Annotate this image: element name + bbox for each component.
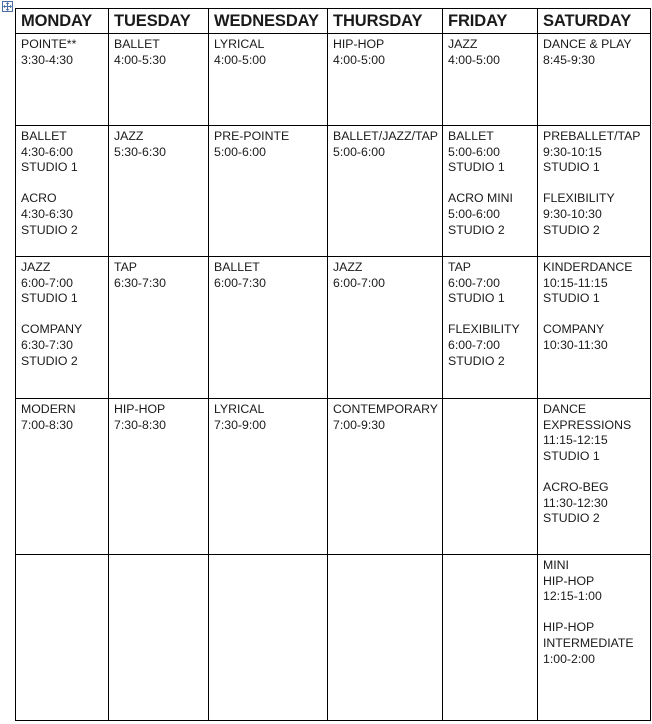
class-name: HIP-HOP [543, 620, 595, 635]
schedule-cell-friday[interactable] [443, 257, 538, 399]
cell-content [543, 558, 645, 667]
class-block [448, 322, 532, 369]
class-time: 6:00-7:00 [448, 337, 500, 352]
class-block [543, 191, 645, 238]
schedule-cell-thursday[interactable] [328, 257, 443, 399]
cell-content [114, 402, 203, 433]
class-time: 3:30-4:30 [21, 52, 73, 67]
class-time: 10:30-11:30 [543, 337, 608, 352]
class-block [448, 191, 532, 238]
class-time: 4:00-5:00 [448, 52, 500, 67]
column-header-tuesday: TUESDAY [109, 9, 209, 34]
schedule-cell-saturday[interactable] [538, 555, 651, 721]
cell-content [214, 402, 322, 433]
class-time: 9:30-10:30 [543, 206, 602, 221]
weekly-schedule-table [15, 8, 651, 721]
class-name: FLEXIBILITY [448, 322, 520, 337]
class-name: FLEXIBILITY [543, 191, 615, 206]
schedule-cell-monday[interactable] [16, 34, 109, 126]
cell-content [333, 402, 437, 433]
class-block [114, 129, 203, 160]
class-block [21, 129, 103, 176]
class-block [214, 129, 322, 160]
schedule-cell-tuesday[interactable] [109, 34, 209, 126]
class-name: JAZZ [21, 260, 51, 274]
class-time: 11:15-12:15 [543, 433, 608, 448]
class-name: ACRO-BEG [543, 479, 609, 494]
class-block [543, 129, 645, 176]
class-block [214, 260, 322, 291]
class-name: BALLET [448, 129, 494, 143]
class-block [543, 37, 645, 68]
schedule-cell-wednesday[interactable] [209, 126, 328, 257]
cell-content [214, 260, 322, 291]
class-block [214, 37, 322, 68]
class-studio: STUDIO 1 [448, 291, 505, 306]
cell-content [543, 402, 645, 527]
class-time: 1:00-2:00 [543, 651, 595, 666]
class-block [543, 402, 645, 464]
cell-content [333, 260, 437, 291]
class-time: 6:00-7:00 [448, 275, 500, 290]
schedule-cell-monday[interactable] [16, 555, 109, 721]
class-block [214, 402, 322, 433]
schedule-cell-thursday[interactable] [328, 555, 443, 721]
class-time: 9:30-10:15 [543, 144, 602, 159]
class-name-continued: EXPRESSIONS [543, 417, 632, 432]
class-time: 11:30-12:30 [543, 495, 608, 510]
class-name: MODERN [21, 402, 76, 416]
column-header-monday: MONDAY [16, 9, 109, 34]
cell-content [448, 37, 532, 68]
schedule-cell-saturday[interactable] [538, 399, 651, 555]
cell-content [214, 37, 322, 68]
cell-content [21, 402, 103, 433]
cell-content [114, 260, 203, 291]
class-block [21, 322, 103, 369]
table-row [16, 126, 651, 257]
cell-content [543, 37, 645, 68]
column-header-friday: FRIDAY [443, 9, 538, 34]
table-move-handle-icon[interactable] [2, 1, 13, 12]
class-time: 5:30-6:30 [114, 144, 166, 159]
class-name: HIP-HOP [114, 402, 166, 416]
schedule-cell-monday[interactable] [16, 257, 109, 399]
class-block [21, 191, 103, 238]
class-name: COMPANY [21, 322, 83, 337]
class-time: 7:30-8:30 [114, 417, 166, 432]
class-name: DANCE [543, 402, 587, 416]
class-time: 12:15-1:00 [543, 589, 602, 604]
class-name: TAP [114, 260, 138, 274]
class-time: 4:00-5:00 [333, 52, 385, 67]
table-row [16, 34, 651, 126]
cell-content [333, 37, 437, 68]
schedule-cell-thursday[interactable] [328, 126, 443, 257]
cell-content [114, 129, 203, 160]
class-name: KINDERDANCE [543, 260, 633, 274]
class-time: 6:30-7:30 [114, 275, 166, 290]
schedule-cell-thursday[interactable] [328, 399, 443, 555]
class-name: BALLET [114, 37, 160, 51]
class-time: 4:00-5:30 [114, 52, 166, 67]
schedule-cell-monday[interactable] [16, 399, 109, 555]
class-studio: STUDIO 1 [543, 160, 600, 175]
class-time: 6:00-7:00 [333, 275, 385, 290]
cell-content [543, 260, 645, 354]
schedule-cell-wednesday[interactable] [209, 555, 328, 721]
class-studio: STUDIO 1 [448, 160, 505, 175]
class-name: BALLET [21, 129, 67, 143]
class-name: TAP [448, 260, 472, 274]
class-name: PRE-POINTE [214, 129, 290, 143]
class-time: 4:30-6:30 [21, 206, 73, 221]
class-block [448, 260, 532, 307]
class-time: 7:00-8:30 [21, 417, 73, 432]
schedule-cell-friday[interactable] [443, 399, 538, 555]
class-time: 5:00-6:00 [333, 144, 385, 159]
class-name: LYRICAL [214, 37, 265, 51]
class-time: 6:00-7:30 [214, 275, 266, 290]
cell-content [114, 37, 203, 68]
schedule-cell-wednesday[interactable] [209, 34, 328, 126]
class-block [448, 37, 532, 68]
class-name: JAZZ [333, 260, 363, 274]
schedule-cell-tuesday[interactable] [109, 555, 209, 721]
class-block [21, 260, 103, 307]
class-studio: STUDIO 1 [543, 448, 600, 463]
class-block [543, 322, 645, 353]
schedule-cell-tuesday[interactable] [109, 126, 209, 257]
class-time: 5:00-6:00 [214, 144, 266, 159]
class-name: JAZZ [448, 37, 478, 51]
schedule-cell-tuesday[interactable] [109, 399, 209, 555]
class-name: LYRICAL [214, 402, 265, 416]
schedule-cell-friday[interactable] [443, 126, 538, 257]
schedule-cell-saturday[interactable] [538, 257, 651, 399]
class-name: BALLET/JAZZ/TAP [333, 129, 439, 143]
class-block [114, 402, 203, 433]
cell-content [214, 129, 322, 160]
cell-content [21, 260, 103, 369]
table-header-row [16, 9, 651, 34]
class-block [114, 260, 203, 291]
cell-content [21, 129, 103, 238]
class-studio: STUDIO 1 [543, 291, 600, 306]
class-block [333, 37, 437, 68]
schedule-cell-tuesday[interactable] [109, 257, 209, 399]
schedule-cell-wednesday[interactable] [209, 257, 328, 399]
schedule-cell-wednesday[interactable] [209, 399, 328, 555]
class-block [21, 402, 103, 433]
column-header-wednesday: WEDNESDAY [209, 9, 328, 34]
class-name: JAZZ [114, 129, 144, 143]
class-studio: STUDIO 2 [21, 222, 78, 237]
class-time: 5:00-6:00 [448, 206, 500, 221]
table-row [16, 555, 651, 721]
class-name: ACRO [21, 191, 57, 206]
class-name-continued: INTERMEDIATE [543, 635, 634, 650]
class-name-continued: HIP-HOP [543, 573, 595, 588]
class-name: POINTE** [21, 37, 77, 51]
class-name: DANCE & PLAY [543, 37, 632, 51]
cell-content [21, 37, 103, 68]
class-studio: STUDIO 2 [543, 222, 600, 237]
class-time: 5:00-6:00 [448, 144, 500, 159]
schedule-cell-friday[interactable] [443, 555, 538, 721]
cell-content [333, 129, 437, 160]
class-name: CONTEMPORARY [333, 402, 438, 416]
class-time: 10:15-11:15 [543, 275, 608, 290]
cell-content [543, 129, 645, 238]
schedule-cell-saturday[interactable] [538, 34, 651, 126]
class-block [333, 402, 437, 433]
class-name: PREBALLET/TAP [543, 129, 641, 143]
class-block [114, 37, 203, 68]
class-block [543, 480, 645, 527]
class-studio: STUDIO 1 [21, 160, 78, 175]
class-time: 6:30-7:30 [21, 337, 73, 352]
class-block [448, 129, 532, 176]
column-header-saturday: SATURDAY [538, 9, 651, 34]
class-name: ACRO MINI [448, 191, 513, 206]
schedule-cell-monday[interactable] [16, 126, 109, 257]
class-name: HIP-HOP [333, 37, 385, 51]
class-name: MINI [543, 558, 569, 572]
class-studio: STUDIO 2 [448, 353, 505, 368]
class-studio: STUDIO 2 [448, 222, 505, 237]
class-name: BALLET [214, 260, 260, 274]
schedule-body [16, 34, 651, 721]
table-row [16, 257, 651, 399]
class-time: 7:30-9:00 [214, 417, 266, 432]
class-studio: STUDIO 2 [21, 353, 78, 368]
class-block [333, 260, 437, 291]
schedule-cell-thursday[interactable] [328, 34, 443, 126]
class-block [543, 260, 645, 307]
column-header-thursday: THURSDAY [328, 9, 443, 34]
schedule-cell-saturday[interactable] [538, 126, 651, 257]
table-row [16, 399, 651, 555]
class-time: 6:00-7:00 [21, 275, 73, 290]
class-time: 4:00-5:00 [214, 52, 266, 67]
class-time: 7:00-9:30 [333, 417, 385, 432]
cell-content [448, 260, 532, 369]
class-block [543, 620, 645, 667]
class-studio: STUDIO 2 [543, 511, 600, 526]
class-block [543, 558, 645, 605]
class-name: COMPANY [543, 322, 605, 337]
class-block [333, 129, 437, 160]
class-time: 4:30-6:00 [21, 144, 73, 159]
class-block [21, 37, 103, 68]
class-studio: STUDIO 1 [21, 291, 78, 306]
cell-content [448, 129, 532, 238]
class-time: 8:45-9:30 [543, 52, 595, 67]
schedule-cell-friday[interactable] [443, 34, 538, 126]
